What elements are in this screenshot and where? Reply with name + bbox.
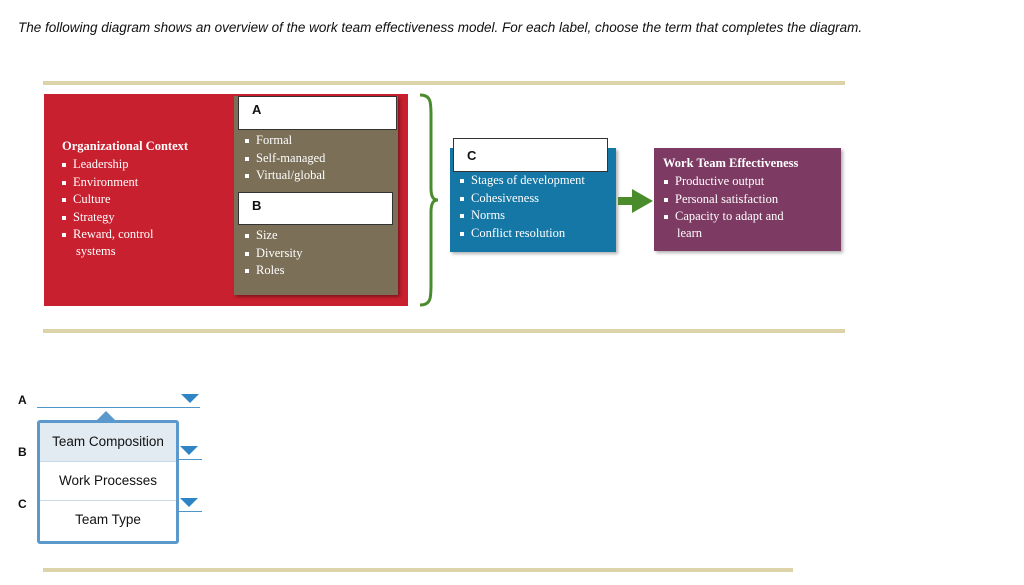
composition-list [243,227,303,280]
list-item: Self-managed [243,150,325,168]
effectiveness-continuation: learn [677,226,702,240]
answer-underline [37,407,200,408]
list-item: Reward, control [60,226,154,244]
list-item: Strategy [60,209,154,227]
blank-label-b: B [238,192,393,225]
dropdown-menu [37,420,179,544]
answer-select-c[interactable] [175,492,202,513]
dropdown-option-work-processes[interactable]: Work Processes [40,462,176,501]
dropdown-pointer-icon [97,411,115,420]
brace-icon [416,92,440,308]
list-item: Roles [243,262,303,280]
list-item: Formal [243,132,325,150]
list-item: Conflict resolution [458,225,585,243]
answer-label-c: C [18,497,27,511]
divider-bottom [43,568,793,572]
effectiveness-title: Work Team Effectiveness [663,156,799,170]
list-item: Capacity to adapt and [662,208,784,226]
list-item: Productive output [662,173,784,191]
answer-label-b: B [18,445,27,459]
team-type-list [243,132,325,185]
chevron-down-icon[interactable] [180,498,198,507]
list-item: Virtual/global [243,167,325,185]
list-item: Norms [458,207,585,225]
blank-label-c: C [453,138,608,172]
org-context-continuation: systems [76,244,116,258]
arrow-right-icon [617,188,655,214]
answer-label-a: A [18,393,27,407]
dropdown-option-team-type[interactable]: Team Type [75,512,141,527]
org-context-list [60,156,154,244]
answer-underline [175,459,202,460]
answer-underline [175,511,202,512]
list-item: Leadership [60,156,154,174]
list-item: Stages of development [458,172,585,190]
list-item: Personal satisfaction [662,191,784,209]
dropdown-option-team-composition[interactable]: Team Composition [40,423,176,462]
effectiveness-box [654,148,841,251]
process-list [458,172,585,242]
list-item: Size [243,227,303,245]
divider-top [43,81,845,85]
list-item: Environment [60,174,154,192]
list-item: Cohesiveness [458,190,585,208]
question-text: The following diagram shows an overview of the work team effectiveness model. For each label, choose the term that completes the diagram. [18,20,863,35]
divider-middle [43,329,845,333]
chevron-down-icon[interactable] [180,446,198,455]
chevron-down-icon[interactable] [181,394,199,403]
list-item: Culture [60,191,154,209]
effectiveness-list [662,173,784,226]
answer-select-b[interactable] [175,440,202,461]
blank-label-a: A [238,96,397,130]
org-context-title: Organizational Context [62,139,189,153]
list-item: Diversity [243,245,303,263]
answer-select-a[interactable] [37,388,200,408]
